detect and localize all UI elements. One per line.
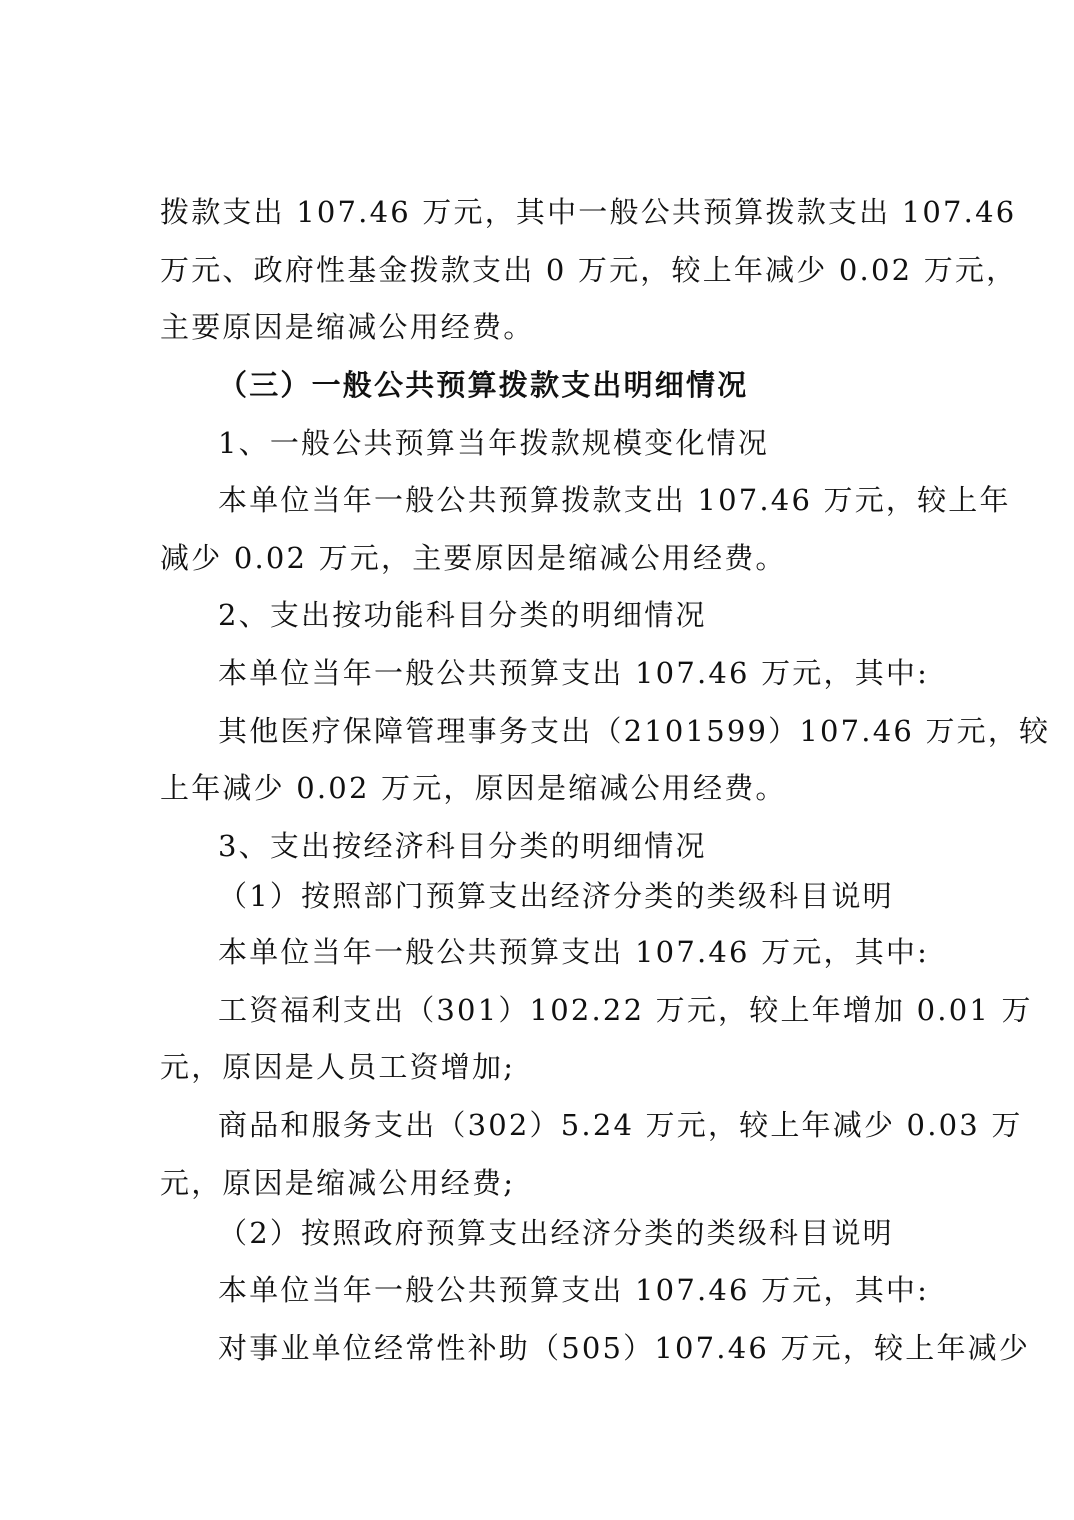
body-text-line: 本单位当年一般公共预算支出 107.46 万元，其中: (218, 656, 930, 690)
body-text-line: 上年减少 0.02 万元，原因是缩减公用经费。 (160, 771, 787, 805)
subsection-heading: 3、支出按经济科目分类的明细情况 (218, 829, 707, 863)
body-text-line: 本单位当年一般公共预算支出 107.46 万元，其中: (218, 935, 930, 969)
sub-item-heading: （2）按照政府预算支出经济分类的类级科目说明 (218, 1216, 894, 1250)
body-text-line: 万元、政府性基金拨款支出 0 万元，较上年减少 0.02 万元， (160, 253, 1018, 287)
body-text-line: 对事业单位经常性补助（505）107.46 万元，较上年减少 (218, 1331, 1031, 1365)
body-text-line: 本单位当年一般公共预算拨款支出 107.46 万元，较上年 (218, 483, 1011, 517)
subsection-heading: 1、一般公共预算当年拨款规模变化情况 (218, 426, 770, 460)
body-text-line: 元，原因是人员工资增加; (160, 1050, 516, 1084)
section-heading: （三）一般公共预算拨款支出明细情况 (218, 368, 749, 402)
subsection-heading: 2、支出按功能科目分类的明细情况 (218, 598, 707, 632)
body-text-line: 商品和服务支出（302）5.24 万元，较上年减少 0.03 万 (218, 1108, 1023, 1142)
body-text-line: 其他医疗保障管理事务支出（2101599）107.46 万元，较 (218, 714, 1051, 748)
sub-item-heading: （1）按照部门预算支出经济分类的类级科目说明 (218, 879, 894, 913)
body-text-line: 工资福利支出（301）102.22 万元，较上年增加 0.01 万 (218, 993, 1033, 1027)
body-text-line: 减少 0.02 万元，主要原因是缩减公用经费。 (160, 541, 787, 575)
body-text-line: 主要原因是缩减公用经费。 (160, 310, 535, 344)
body-text-line: 拨款支出 107.46 万元，其中一般公共预算拨款支出 107.46 (160, 195, 1017, 229)
body-text-line: 本单位当年一般公共预算支出 107.46 万元，其中: (218, 1273, 930, 1307)
body-text-line: 元，原因是缩减公用经费; (160, 1166, 516, 1200)
